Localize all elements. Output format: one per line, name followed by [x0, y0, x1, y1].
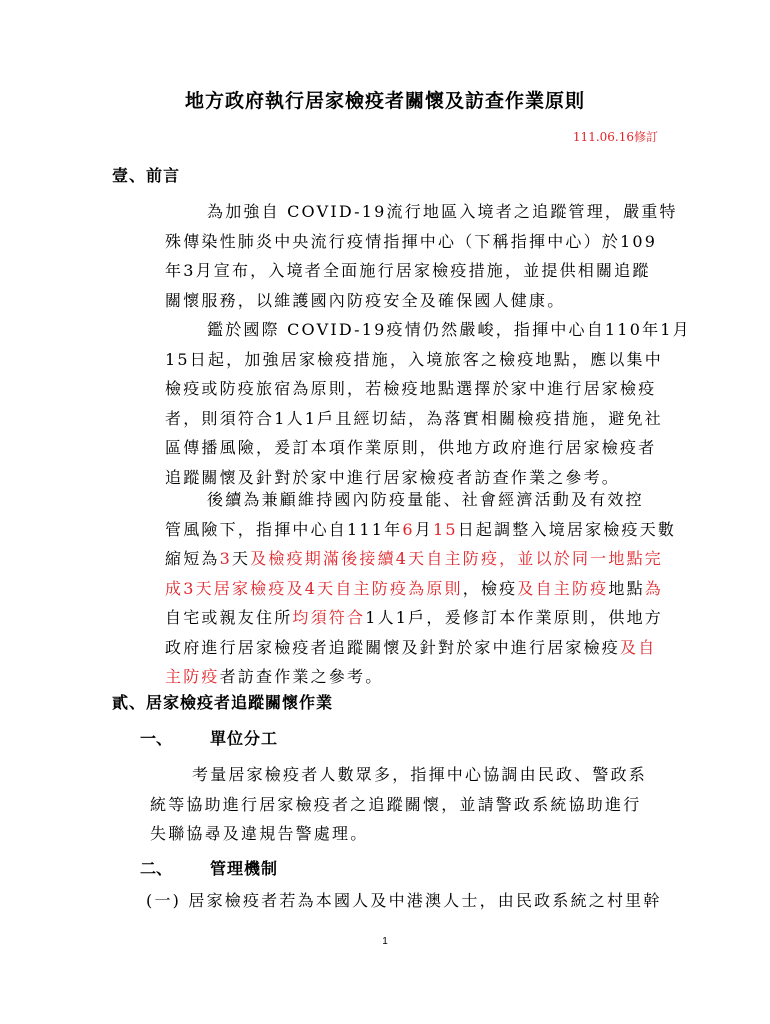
subsection-number: 一、 — [140, 729, 173, 748]
subsection-title-management: 管理機制 — [210, 859, 279, 878]
text-line: 殊傳染性肺炎中央流行疫情指揮中心（下稱指揮中心）於109 — [165, 231, 658, 251]
text-span: 管風險下，指揮中心自111年 — [165, 519, 403, 539]
text-line — [165, 544, 663, 574]
text-line — [165, 515, 677, 545]
subsection-number: 二、 — [140, 859, 173, 878]
highlight-text: 及自主防疫 — [517, 578, 609, 598]
highlight-text: 為 — [644, 578, 663, 598]
highlight-text: 及檢疫期滿後接續4天自主防疫，並以於同一地點完 — [250, 549, 663, 568]
text-span: 政府進行居家檢疫者追蹤關懷及針對於家中進行居家檢疫 — [165, 637, 621, 657]
text-line: 年3月宣布，入境者全面施行居家檢疫措施，並提供相關追蹤 — [165, 261, 651, 280]
text-line: 考量居家檢疫者人數眾多，指揮中心協調由民政、警政系 — [192, 765, 648, 784]
text-line — [165, 662, 659, 692]
text-line: 區傳播風險，爰訂本項作業原則，供地方政府進行居家檢疫者 — [165, 438, 657, 457]
preface-paragraph-3 — [165, 485, 677, 692]
text-line: 15日起，加強居家檢疫措施，入境旅客之檢疫地點，應以集中 — [165, 349, 663, 369]
preface-paragraph-2 — [165, 315, 691, 492]
text-line — [165, 574, 663, 604]
preface-paragraph-1 — [165, 197, 678, 315]
text-span: 地點 — [608, 578, 645, 598]
division-paragraph — [150, 760, 658, 849]
text-line: 失聯協尋及違規告警處理。 — [150, 824, 369, 843]
text-line: 者，則須符合1人1戶且經切結，為落實相關檢疫措施，避免社 — [165, 408, 663, 428]
text-span: 者訪查作業之參考。 — [219, 667, 384, 686]
management-item-1 — [146, 886, 662, 916]
text-span: 月 — [414, 519, 433, 539]
text-line: (一) 居家檢疫者若為本國人及中港澳人士，由民政系統之村里幹 — [146, 891, 662, 910]
section-heading-tracking: 貳、居家檢疫者追蹤關懷作業 — [112, 693, 334, 712]
text-line: 關懷服務，以維護國內防疫安全及確保國人健康。 — [165, 290, 566, 310]
section-heading-preface: 壹、前言 — [112, 166, 181, 185]
text-line — [165, 633, 659, 663]
text-span: 日起調整入境居家檢疫天數 — [457, 519, 677, 539]
highlight-text: 15 — [432, 519, 458, 539]
text-line: 鑑於國際 COVID-19疫情仍然嚴峻，指揮中心自110年1月 — [207, 320, 691, 339]
text-line: 後續為兼顧維持國內防疫量能、社會經濟活動及有效控 — [207, 490, 644, 509]
text-line: 追蹤關懷及針對於家中進行居家檢疫者訪查作業之參考。 — [165, 467, 621, 487]
highlight-text: 6 — [402, 519, 415, 539]
text-span: 自宅或親友住所 — [165, 608, 293, 627]
text-line — [165, 603, 663, 633]
text-line: 檢疫或防疫旅宿為原則，若檢疫地點選擇於家中進行居家檢疫 — [165, 379, 657, 398]
highlight-text: 均須符合 — [292, 608, 366, 627]
text-span: 1人1戶，爰修訂本作業原則，供地方 — [365, 608, 663, 627]
highlight-text: 成3天居家檢疫及4天自主防疫為原則 — [165, 578, 463, 598]
text-span: ，檢疫 — [462, 578, 518, 598]
page-number: 1 — [382, 936, 388, 947]
text-line: 統等協助進行居家檢疫者之追蹤關懷，並請警政系統協助進行 — [150, 794, 642, 814]
highlight-text: 3 — [219, 549, 232, 568]
subsection-title-division: 單位分工 — [210, 729, 279, 748]
text-line: 為加強自 COVID-19流行地區入境者之追蹤管理，嚴重特 — [207, 202, 678, 221]
highlight-text: 主防疫 — [165, 667, 220, 686]
text-span: 天 — [232, 549, 251, 568]
highlight-text: 及自 — [620, 637, 657, 657]
revision-date: 111.06.16修訂 — [572, 130, 658, 144]
text-span: 縮短為 — [165, 549, 220, 568]
document-title: 地方政府執行居家檢疫者關懷及訪查作業原則 — [184, 90, 585, 112]
